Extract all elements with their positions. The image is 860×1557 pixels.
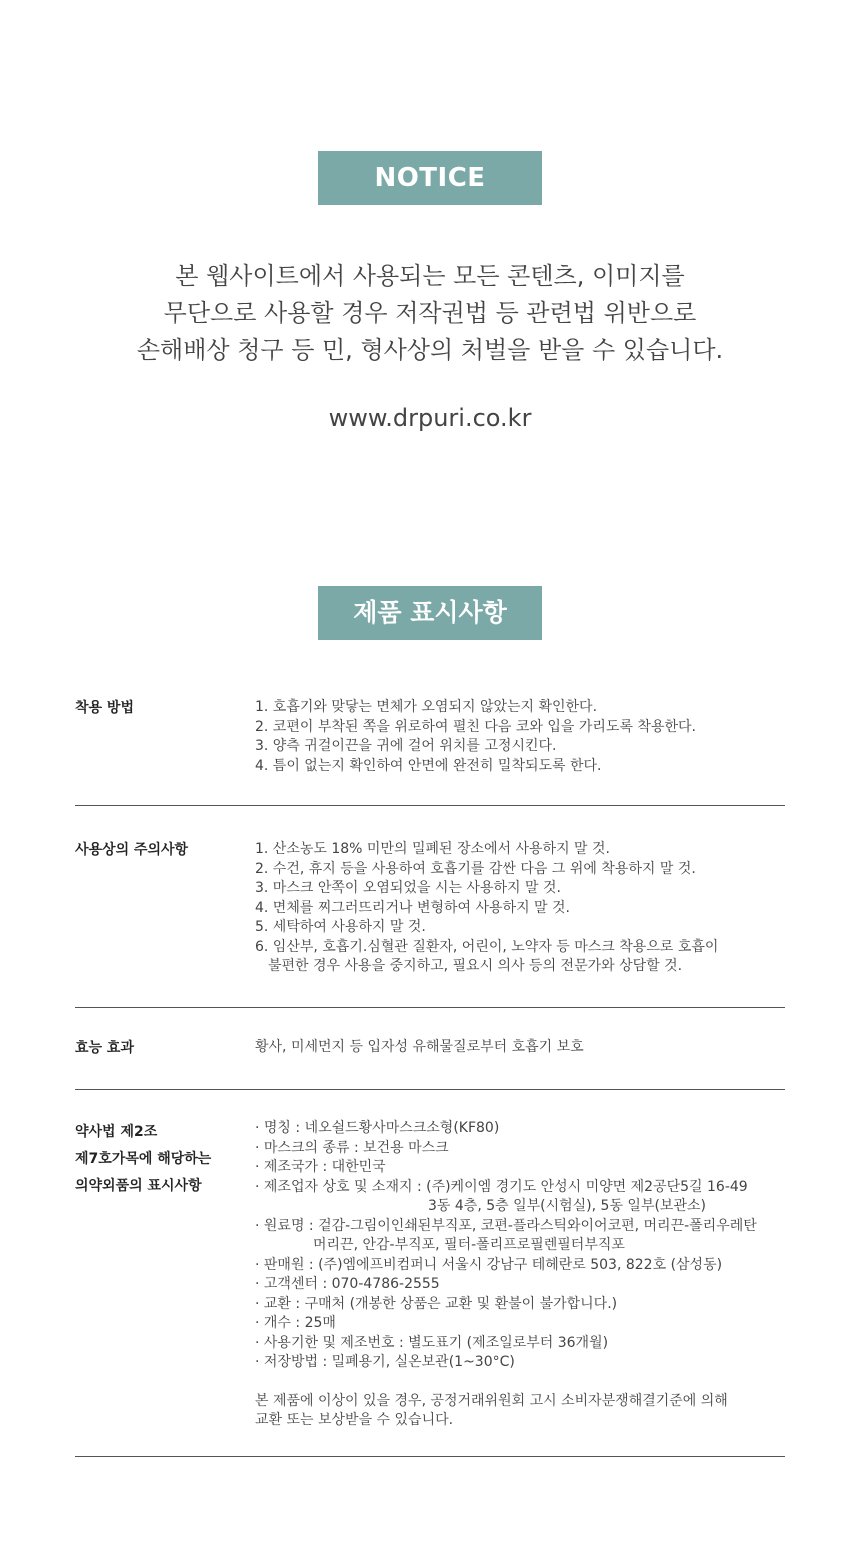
footer-note: 본 제품에 이상이 있을 경우, 공정거래위원회 고시 소비자분쟁해결기준에 의해 (255, 1392, 728, 1409)
pharma-title (75, 1119, 211, 1200)
storage-method: · 저장방법 : 밀폐용기, 실온보관(1~30°C) (255, 1354, 515, 1370)
expiry-info: · 사용기한 및 제조번호 : 별도표기 (제조일로부터 36개월) (255, 1334, 609, 1351)
pharma-title-line: 의약외품의 표시사항 (75, 1178, 202, 1194)
notice-message (0, 258, 860, 369)
list-item: 3. 양측 귀걸이끈을 귀에 걸어 위치를 고정시킨다. (255, 738, 557, 754)
pharma-details (255, 1119, 795, 1431)
product-name: · 명칭 : 네오쉴드황사마스크소형(KF80) (255, 1120, 500, 1136)
quantity: · 개수 : 25매 (255, 1315, 336, 1331)
manufacturer: · 제조업자 상호 및 소재지 : (주)케이엠 경기도 안성시 미양면 제2공단5길 16-49 (255, 1178, 748, 1195)
list-item: 1. 호흡기와 맞닿는 면체가 오염되지 않았는지 확인한다. (255, 699, 598, 715)
website-url: www.drpuri.co.kr (328, 404, 532, 432)
mask-type: · 마스크의 종류 : 보건용 마스크 (255, 1139, 449, 1156)
divider (75, 1456, 785, 1457)
caution-list (255, 840, 795, 977)
notice-badge: NOTICE (318, 151, 542, 205)
manufacture-country: · 제조국가 : 대한민국 (255, 1159, 386, 1175)
caution-title: 사용상의 주의사항 (75, 842, 189, 858)
customer-service: · 고객센터 : 070-4786-2555 (255, 1276, 440, 1292)
notice-line: 본 웹사이트에서 사용되는 모든 콘텐츠, 이미지를 (175, 262, 685, 290)
pharma-title-line: 제7호가목에 해당하는 (75, 1151, 212, 1167)
notice-line: 무단으로 사용할 경우 저작권법 등 관련법 위반으로 (163, 299, 697, 327)
divider (75, 1089, 785, 1090)
list-item-continued: 불편한 경우 사용을 중지하고, 필요시 의사 등의 전문가와 상담할 것. (268, 958, 683, 974)
seller: · 판매원 : (주)엠에프비컴퍼니 서울시 강남구 테헤란로 503, 822호 (삼성동) (255, 1256, 723, 1273)
list-item: 5. 세탁하여 사용하지 말 것. (255, 919, 426, 935)
effect-text (255, 1038, 795, 1058)
notice-line: 손해배상 청구 등 민, 형사상의 처벌을 받을 수 있습니다. (136, 336, 724, 364)
pharma-title-line: 약사법 제2조 (75, 1124, 158, 1140)
list-item: 6. 임산부, 호흡기.심혈관 질환자, 어린이, 노약자 등 마스크 착용으로 호흡이 (255, 938, 719, 955)
list-item: 3. 마스크 안쪽이 오염되었을 시는 사용하지 말 것. (255, 880, 561, 896)
usage-title: 착용 방법 (75, 700, 134, 716)
divider (75, 1007, 785, 1008)
divider (75, 805, 785, 806)
list-item: 4. 틈이 없는지 확인하여 안면에 완전히 밀착되도록 한다. (255, 757, 602, 774)
footer-note: 교환 또는 보상받을 수 있습니다. (255, 1412, 454, 1428)
list-item: 2. 수건, 휴지 등을 사용하여 호흡기를 감싼 다음 그 위에 착용하지 말 것. (255, 860, 696, 877)
product-label-badge: 제품 표시사항 (318, 586, 542, 640)
list-item: 2. 코편이 부착된 쪽을 위로하여 펼친 다음 코와 입을 가리도록 착용한다. (255, 718, 696, 735)
list-item: 4. 면체를 찌그러뜨리거나 변형하여 사용하지 말 것. (255, 899, 570, 916)
effect-title: 효능 효과 (75, 1040, 134, 1056)
usage-list (255, 698, 795, 776)
manufacturer-continued: 3동 4층, 5층 일부(시험실), 5동 일부(보관소) (428, 1198, 706, 1214)
materials: · 원료명 : 겉감-그림이인쇄된부직포, 코편-플라스틱와이어코편, 머리끈-폴리우레탄 (255, 1217, 757, 1234)
effect-description: 황사, 미세먼지 등 입자성 유해물질로부터 호흡기 보호 (255, 1039, 584, 1055)
exchange-policy: · 교환 : 구매처 (개봉한 상품은 교환 및 환불이 불가합니다.) (255, 1295, 618, 1312)
list-item: 1. 산소농도 18% 미만의 밀폐된 장소에서 사용하지 말 것. (255, 841, 611, 857)
materials-continued: 머리끈, 안감-부직포, 필터-폴리프로필렌필터부직포 (313, 1237, 625, 1253)
